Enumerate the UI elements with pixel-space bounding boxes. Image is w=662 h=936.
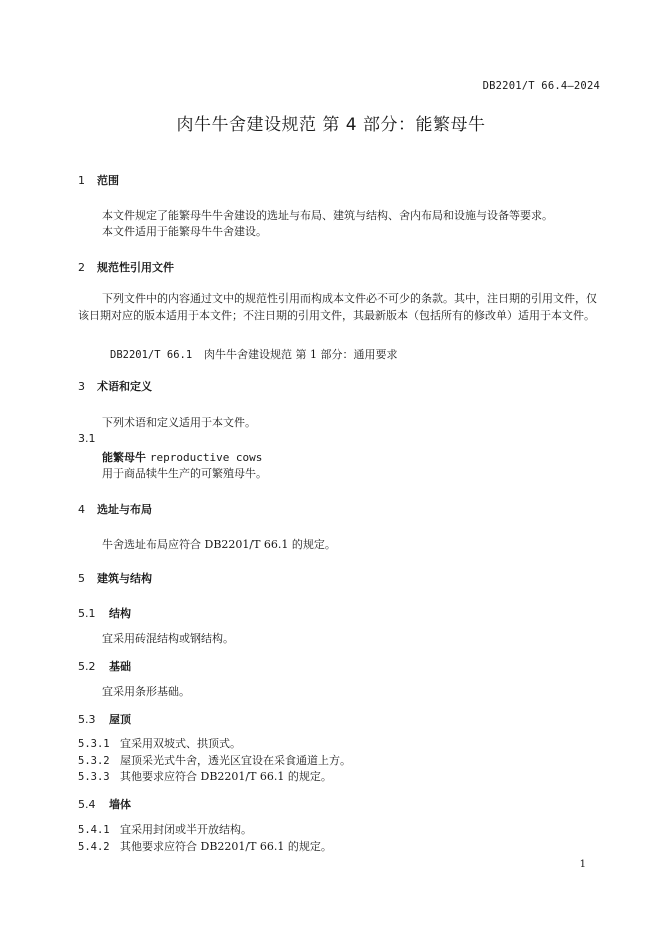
clause-5-3-3: 5.3.3 其他要求应符合 DB2201/T 66.1 的规定。 [78, 770, 332, 783]
section-5-2-heading: 5.2 基础 [78, 660, 131, 673]
document-code: DB2201/T 66.4—2024 [482, 80, 600, 92]
section-5-1-paragraph: 宜采用砖混结构或钢结构。 [102, 632, 234, 645]
section-1-paragraph-2: 本文件适用于能繁母牛牛舍建设。 [102, 225, 267, 238]
section-3-paragraph: 下列术语和定义适用于本文件。 [102, 416, 256, 429]
section-3-heading: 3 术语和定义 [78, 380, 152, 393]
page-number: 1 [579, 859, 586, 870]
term-number: 3.1 [78, 432, 96, 445]
section-5-4-heading: 5.4 墙体 [78, 798, 131, 811]
section-5-heading: 5 建筑与结构 [78, 572, 152, 585]
document-title: 肉牛牛舍建设规范 第 4 部分：能繁母牛 [176, 115, 486, 135]
section-4-heading: 4 选址与布局 [78, 503, 152, 516]
term-definition: 用于商品犊牛生产的可繁殖母牛。 [102, 467, 267, 480]
section-1-paragraph-1: 本文件规定了能繁母牛牛舍建设的选址与布局、建筑与结构、舍内布局和设施与设备等要求。 [102, 209, 553, 222]
section-2-paragraph: 下列文件中的内容通过文中的规范性引用而构成本文件必不可少的条款。其中，注日期的引用文件，仅该日期对应的版本适用于本文件；不注日期的引用文件，其最新版本（包括所有的修改单）适用于本文件。 [78, 292, 597, 322]
section-5-3-heading: 5.3 屋顶 [78, 713, 131, 726]
clause-5-4-2: 5.4.2 其他要求应符合 DB2201/T 66.1 的规定。 [78, 840, 332, 853]
clause-5-3-1: 5.3.1 宜采用双坡式、拱顶式。 [78, 737, 241, 750]
section-2-heading: 2 规范性引用文件 [78, 261, 174, 274]
section-1-heading: 1 范围 [78, 174, 119, 187]
section-4-paragraph: 牛舍选址布局应符合 DB2201/T 66.1 的规定。 [102, 538, 336, 551]
clause-5-3-2: 5.3.2 屋顶采光式牛舍，透光区宜设在采食通道上方。 [78, 754, 351, 767]
section-5-2-paragraph: 宜采用条形基础。 [102, 685, 190, 698]
clause-5-4-1: 5.4.1 宜采用封闭或半开放结构。 [78, 823, 252, 836]
section-5-1-heading: 5.1 结构 [78, 607, 131, 620]
normative-reference: DB2201/T 66.1 肉牛牛舍建设规范 第 1 部分：通用要求 [110, 348, 398, 361]
term-name: 能繁母牛 reproductive cows [102, 451, 263, 464]
